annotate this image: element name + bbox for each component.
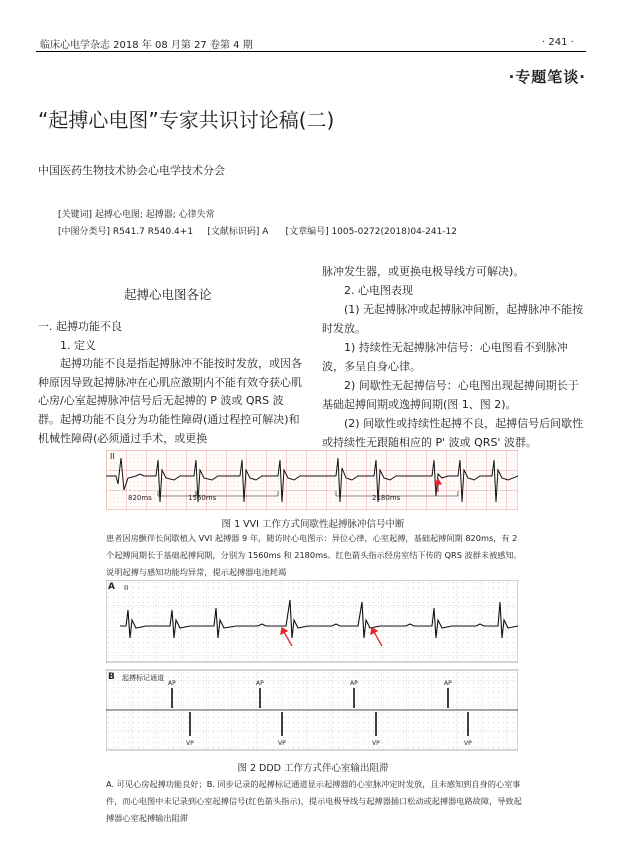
- continued-text: 脉冲发生器，或更换电极导线方可解决)。: [322, 265, 525, 278]
- left-column: [38, 318, 302, 448]
- body-paragraph: 起搏功能不良是指起搏脉冲不能按时发放，或因各种原因导致起搏脉冲在心肌应激期内不能有效夺获心肌 心房/心室起搏脉冲信号后无起搏的 P 波或 QRS 波群。起搏功能不良分为功能性障碍(通过程控可解决)和机械性障碍(必须通过手术，或更换: [38, 357, 302, 445]
- heading-2b: 2. 心电图表现: [344, 284, 413, 297]
- figure-1-caption: 图 1 VVI 工作方式间歇性起搏脉冲信号中断: [221, 519, 405, 530]
- ecg-figure-2: [106, 580, 518, 752]
- ap-label: AP: [256, 680, 264, 687]
- figure-1-note: 患者因房颤伴长间歇植入 VVI 起搏器 9 年，随访时心电图示：异位心律，心室起搏，基础起搏间期 820ms，有 2 个起搏间期长于基础起搏间期，分别为 1560ms 和 2180ms。红色箭头指示经房室结下传的 QRS 波群未被感知。说明起搏与感知功能均异常，提示起搏器电池耗竭: [106, 533, 522, 577]
- interval-label: 1560ms: [188, 494, 217, 502]
- article-title: “起搏心电图”专家共识讨论稿(二): [38, 108, 335, 132]
- heading-1: 一. 起搏功能不良: [38, 320, 122, 333]
- vp-label: VP: [372, 740, 380, 747]
- column-tag: ·专题笔谈·: [508, 68, 586, 86]
- heading-2: 1. 定义: [60, 338, 96, 352]
- ap-label: AP: [444, 680, 452, 687]
- journal-header: 临床心电学杂志 2018 年 08 月第 27 卷第 4 期: [40, 40, 253, 51]
- lead-label: II: [110, 452, 115, 461]
- ap-label: AP: [350, 680, 358, 687]
- figure-2-note: A. 可见心房起搏功能良好；B. 同步记录的起搏标记通道显示起搏器的心室脉冲定时发放，且未感知到自身的心室事件，而心电图中未记录到心室起搏信号(红色箭头指示)，提示电极导线与起搏器插口松动或起搏器电路故障，导致起搏器心室起搏输出阻滞: [106, 779, 522, 823]
- ecg-grid-a: [106, 580, 518, 662]
- body-paragraph: 2) 间歇性无起搏信号：心电图出现起搏间期长于基础起搏间期或逸搏间期(图 1、图 2)。: [322, 379, 579, 411]
- section-title: 起搏心电图各论: [124, 287, 212, 302]
- panel-label-a: A: [108, 582, 115, 592]
- interval-label: 820ms: [128, 494, 152, 502]
- page-number: · 241 ·: [542, 37, 574, 48]
- marker-channel-label: 起搏标记通道: [122, 674, 164, 682]
- interval-label: 2180ms: [372, 494, 401, 502]
- vp-label: VP: [464, 740, 472, 747]
- ecg-grid: [106, 450, 518, 510]
- right-column: [322, 262, 586, 452]
- vp-label: VP: [278, 740, 286, 747]
- header-rule: [36, 51, 586, 52]
- keywords-line: [关键词] 起搏心电图; 起搏器; 心律失常: [58, 210, 215, 220]
- body-paragraph: (1) 无起搏脉冲或起搏脉冲间断，起搏脉冲不能按时发放。: [322, 303, 584, 335]
- classification-line: [中图分类号] R541.7 R540.4+1 [文献标识码] A [文章编号] 1005-0272(2018)04-241-12: [58, 227, 458, 237]
- body-paragraph: (2) 间歇性或持续性起搏不良，起搏信号后间歇性或持续性无跟随相应的 P' 波或 QRS' 波群。: [322, 417, 584, 449]
- keywords-block: [58, 207, 457, 241]
- lead-label: II: [124, 584, 129, 592]
- panel-label-b: B: [108, 672, 115, 682]
- ecg-figure-1: [106, 450, 518, 510]
- figure-2-caption: 图 2 DDD 工作方式伴心室输出阻滞: [237, 763, 389, 774]
- vp-label: VP: [186, 740, 194, 747]
- body-paragraph: 1) 持续性无起搏脉冲信号：心电图看不到脉冲波，多呈自身心律。: [322, 341, 568, 373]
- author-organization: 中国医药生物技术协会心电学技术分会: [38, 164, 225, 177]
- ap-label: AP: [168, 680, 176, 687]
